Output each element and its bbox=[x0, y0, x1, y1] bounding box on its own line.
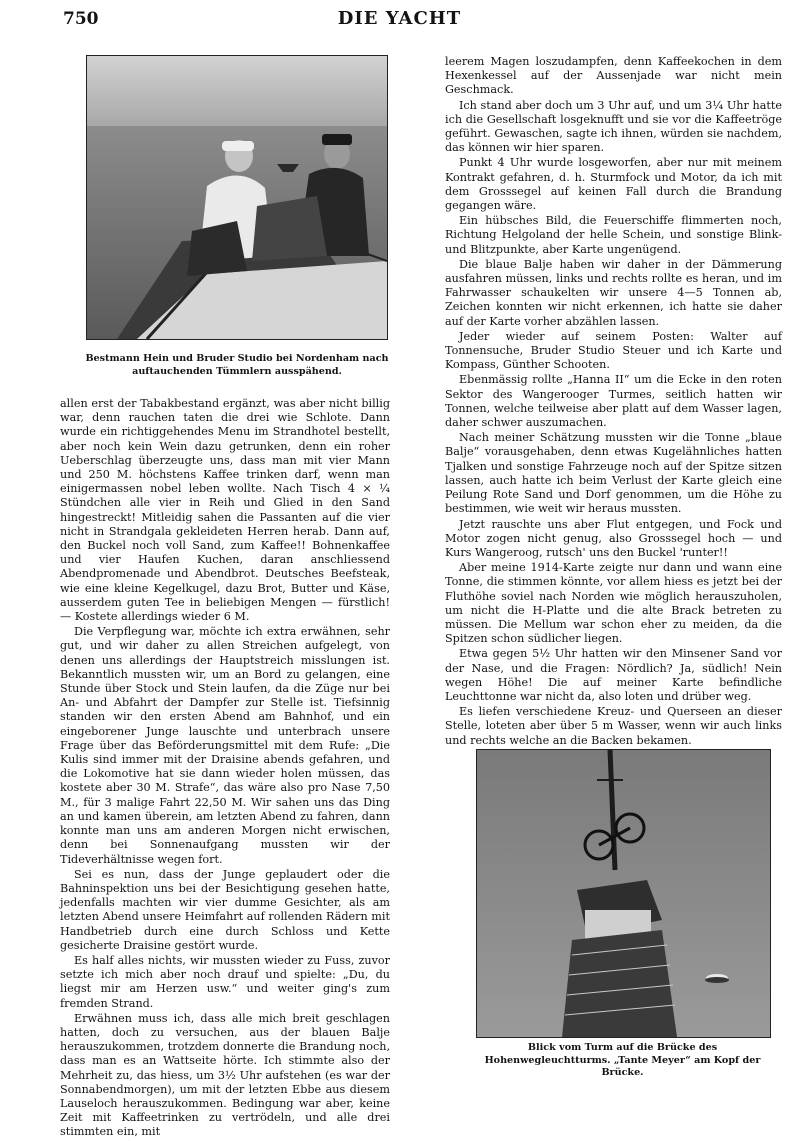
figure-caption: Blick vom Turm auf die Brücke des Hohenwegleuchtturms. „Tante Meyer“ am Kopf der Brücke. bbox=[484, 1042, 761, 1078]
page-number: 750 bbox=[63, 9, 99, 29]
photo-lighthouse-pier bbox=[476, 749, 771, 1038]
paragraph: Jeder wieder auf seinem Posten: Walter auf Tonnensuche, Bruder Studio Steuer und ich Karte und Kompass, Günther Schooten. bbox=[445, 329, 782, 372]
photo-boat-crew bbox=[86, 55, 388, 340]
paragraph: Die blaue Balje haben wir daher in der Dämmerung ausfahren müssen, links und rechts rollte es heran, und im Fahrwasser schaukelten wir unsere 4—5 Tonnen ab, Zeichen konnten wir nicht erkennen, ich hatte sie daher auf der Karte vorher abzählen lassen. bbox=[445, 257, 782, 328]
paragraph: Sei es nun, dass der Junge geplaudert oder die Bahninspektion uns bei der Besichtigung gesehen hatte, jedenfalls machten wir vier dumme Gesichter, als am letzten Abend unsere Heimfahrt auf rollenden Rädern mit Handbetrieb durch eine durch Schloss und Kette gesicherte Draisine gestört wurde. bbox=[60, 867, 390, 952]
paragraph: Ich stand aber doch um 3 Uhr auf, und um 3¼ Uhr hatte ich die Gesellschaft losgeknufft und sie vor die Kaffeetröge geführt. Gewaschen, sagte ich ihnen, würden sie nachdem, das können wir hier sparen. bbox=[445, 98, 782, 155]
paragraph: Jetzt rauschte uns aber Flut entgegen, und Fock und Motor zogen nicht genug, also Grosssegel hoch — und Kurs Wangeroog, rutsch' uns den Buckel 'runter!! bbox=[445, 517, 782, 559]
paragraph: allen erst der Tabakbestand ergänzt, was aber nicht billig war, denn rauchen taten die drei wie Schlote. Dann wurde ein richtiggehendes Menu im Strandhotel bestellt, aber noch kein Wein dazu getrunken, denn ein roher Ueberschlag überzeugte uns, dass man mit vier Mann und 250 M. höchstens Kaffee trinken darf, wenn man einigermassen nobel leben wollte. Nach Tisch 4 × ¼ Stündchen alle vier in Reih und Glied in den Sand hingestreckt! Mitleidig sahen die Passanten auf die vier nicht in Strandgala gekleideten Herren herab. Dann auf, den Buckel noch voll Sand, zum Kaffee!! Bohnenkaffee und vier Haufen Kuchen, daran anschliessend Abendpromenade und Abendbrot. Deutsches Beefsteak, wie eine kleine Kegelkugel, dazu Brot, Butter und Käse, ausserdem guten Tee in beliebigen Mengen — fürstlich! — Kostete allerdings wieder 6 M. bbox=[60, 397, 390, 624]
running-title: DIE YACHT bbox=[337, 8, 462, 29]
paragraph: Aber meine 1914-Karte zeigte nur dann und wann eine Tonne, die stimmen könnte, vor allem hiess es jetzt bei der Fluthöhe soviel nach Norden wie möglich herauszuholen, um nicht die H-Platte und die alte Brack betreten zu müssen. Die Mellum war schon eher zu meiden, da die Spitzen schon südlicher liegen. bbox=[445, 561, 782, 646]
text-column-left bbox=[60, 397, 390, 1141]
paragraph: Erwähnen muss ich, dass alle mich breit geschlagen hatten, doch zu versuchen, aus der blauen Balje herauszukommen, trotzdem donnerte die Brandung noch, dass man es an Wattseite hörte. Ich stimmte also der Mehrheit zu, das hiess, um 3½ Uhr aufstehen (es war der Sonnabendmorgen), um mit der letzten Ebbe aus diesem Lauseloch herauszukommen. Bedingung war aber, keine Zeit mit Kaffeetrinken zu vertrödeln, und alle drei stimmten ein, mit bbox=[60, 1011, 390, 1139]
paragraph: Es liefen verschiedene Kreuz- und Querseen an dieser Stelle, loteten aber über 5 m Wasser, wenn wir auch links und rechts welche an die Backen bekamen. bbox=[445, 705, 782, 747]
paragraph: Etwa gegen 5½ Uhr hatten wir den Minsener Sand vor der Nase, und die Fragen: Nördlich? Ja, südlich! Nein wegen Höhe! Die auf meiner Karte befindliche Leuchttonne war nicht da, also loten und drüber weg. bbox=[445, 647, 782, 703]
text-column-right bbox=[445, 55, 782, 749]
paragraph: leerem Magen loszudampfen, denn Kaffeekochen in dem Hexenkessel auf der Aussenjade war nicht mein Geschmack. bbox=[445, 55, 782, 97]
paragraph: Ebenmässig rollte „Hanna II“ um die Ecke in den roten Sektor des Wangerooger Turmes, seitlich hatten wir Tonnen, welche teilweise aber platt auf dem Wasser lagen, daher schwer auszumachen. bbox=[445, 373, 782, 430]
paragraph: Ein hübsches Bild, die Feuerschiffe flimmerten noch, Richtung Helgoland der helle Schein, und sonstige Blink- und Blitzpunkte, aber Karte ungenügend. bbox=[445, 214, 782, 256]
paragraph: Die Verpflegung war, möchte ich extra erwähnen, sehr gut, und wir daher zu allen Streichen aufgelegt, von denen uns allerdings der Hauptstreich misslungen ist. Bekanntlich mussten wir, um an Bord zu gelangen, eine Stunde über Stock und Stein laufen, da die Züge nur bei An- und Abfahrt der Dampfer zur Stelle ist. Tiefsinnig standen wir den ersten Abend am Bahnhof, und ein eingeborener Junge lauschte und unterbrach unsere Frage über das Beförderungsmittel mit dem Rufe: „Die Kulis sind immer mit der Draisine abends gefahren, und die Lokomotive hat sie dann wieder holen müssen, das kostete aber 30 M. Strafe“, das wäre also pro Nase 7,50 M., für 3 malige Fahrt 22,50 M. Wir sahen uns das Ding an und kamen überein, am letzten Abend zu fahren, dann konnte man uns am anderen Morgen nicht erwischen, denn bei Sonnenaufgang mussten wir der Tideverhältnisse wegen fort. bbox=[60, 625, 390, 866]
figure-caption: Bestmann Hein und Bruder Studio bei Nordenham nach auftauchenden Tümmlern ausspähend. bbox=[85, 353, 389, 377]
paragraph: Punkt 4 Uhr wurde losgeworfen, aber nur mit meinem Kontrakt gefahren, d. h. Sturmfock und Motor, da ich mit dem Grosssegel auf keinen Fall durch die Brandung gegangen wäre. bbox=[445, 156, 782, 213]
paragraph: Es half alles nichts, wir mussten wieder zu Fuss, zuvor setzte ich mich aber noch drauf und spielte: „Du, du liegst mir am Herzen usw.“ und weiter ging's zum fremden Strand. bbox=[60, 953, 390, 1010]
paragraph: Nach meiner Schätzung mussten wir die Tonne „blaue Balje“ vorausgehaben, denn etwas Kugelähnliches hatten Tjalken und sonstige Fahrzeuge noch auf der Spitze sitzen lassen, auch hatte ich beim Verlust der Karte gleich eine Peilung Rote Sand und Dorf genommen, um die Höhe zu bestimmen, wie weit wir heraus mussten. bbox=[445, 431, 782, 516]
